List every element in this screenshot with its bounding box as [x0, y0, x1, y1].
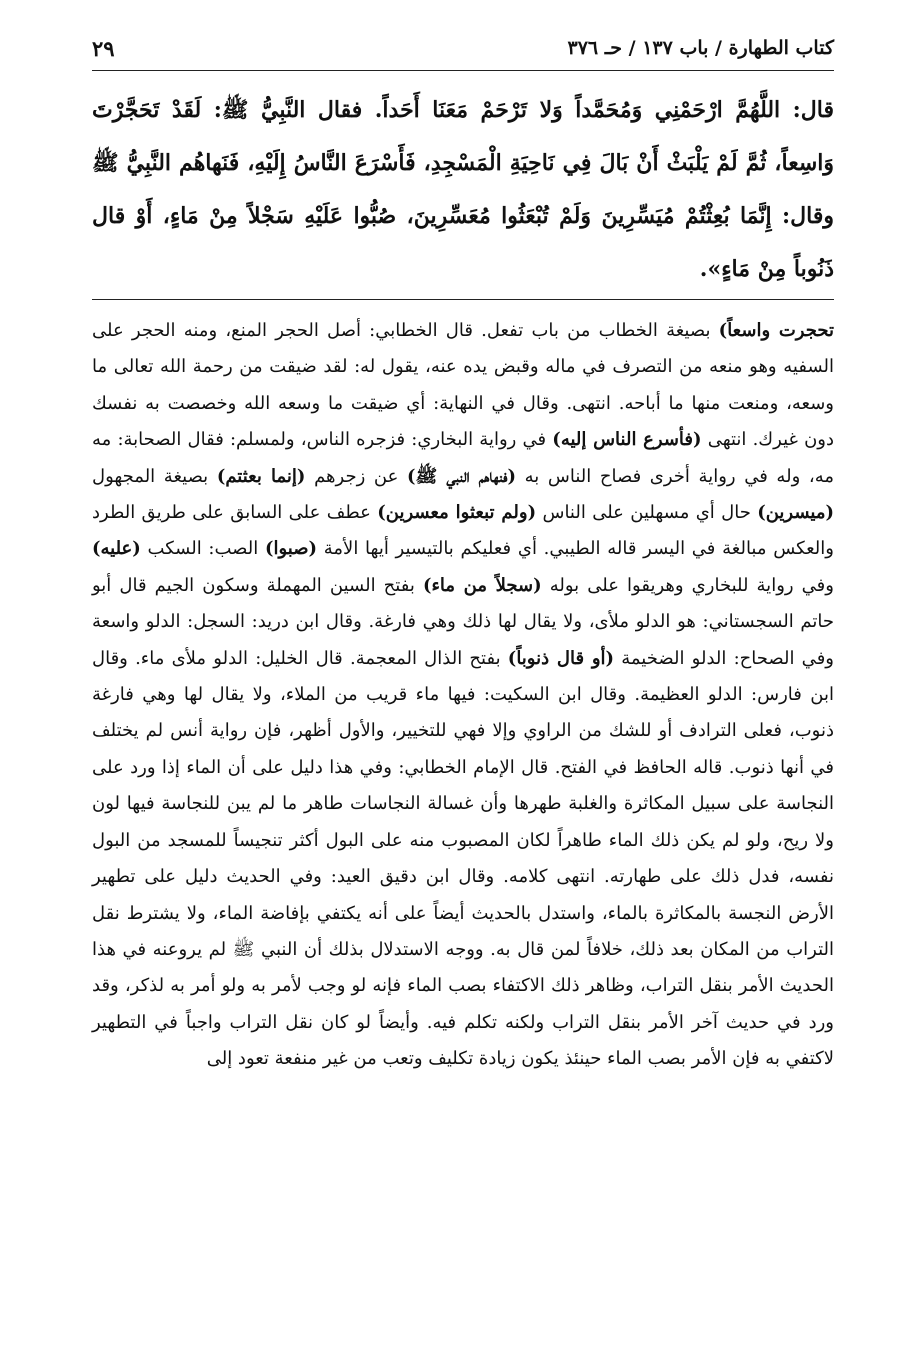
- hadith-paragraph: قال: اللَّهُمَّ ارْحَمْنِي وَمُحَمَّداً وَلا تَرْحَمْ مَعَنَا أَحَداً. فقال النَّبِيُّ ﷺ: لَقَدْ تَحَجَّرْتَ وَاسِعاً، ثُمَّ لَمْ يَلْبَثْ أَنْ بَالَ فِي نَاحِيَةِ الْمَسْجِدِ، فَأَسْرَعَ النَّاسُ إِلَيْهِ، فَنَهاهُم النَّبِيُّ ﷺ وقال: إِنَّمَا بُعِثْتُمْ مُيَسِّرِينَ وَلَمْ تُبْعَثُوا مُعَسِّرِينَ، صُبُّوا عَلَيْهِ سَجْلاً مِنْ مَاءٍ، أَوْ قال ذَنُوباً مِنْ مَاءٍ».: [92, 97, 834, 282]
- commentary-keyword: (أو قال ذنوباً): [507, 647, 615, 669]
- commentary-text: حال أي مسهلين على الناس: [536, 502, 758, 524]
- commentary-keyword: (إنما بعثتم): [216, 465, 306, 487]
- commentary-text: بصيغة المجهول: [92, 465, 217, 487]
- running-title: كتاب الطهارة / باب ١٣٧ / حـ ٣٧٦: [567, 37, 834, 59]
- commentary-keyword: (صبوا): [264, 538, 318, 560]
- commentary-keyword: (ولم تبعثوا معسرين): [377, 502, 537, 524]
- footnote-separator: [92, 299, 834, 300]
- commentary-text: بصيغة الخطاب من باب تفعل. قال الخطابي: أصل الحجر المنع، ومنه الحجر على السفيه وهو منعه من التصرف في ماله وقبض يده عنه، يقول له: لقد ضيقت من رحمة الله تعالى ما وسعه، ومنعت منها ما أباحه. انتهى. وقال في النهاية: أي ضيقت ما وسعه الله وخصصت به نفسك دون غيرك. انتهى: [92, 320, 835, 451]
- commentary-keyword: تحجرت واسعاً): [718, 320, 834, 341]
- hadith-text-block: [92, 84, 834, 296]
- running-header: [92, 30, 834, 66]
- header-rule: [92, 70, 834, 71]
- commentary-paragraph: [92, 313, 834, 1078]
- commentary-text: بفتح الذال المعجمة. قال الخليل: الدلو ملأى ماء. وقال ابن فارس: الدلو العظيمة. وقال ابن السكيت: فيها ماء قريب من الملاء، ولا يقال لها وهي فارغة ذنوب، فعلى الترادف أو للشك من الراوي وإلا فهي للتخيير، والأول أظهر، فإن رواية أنس لم يختلف في أنها ذنوب. قاله الحافظ في الفتح. قال الإمام الخطابي: وفي هذا دليل على أن الماء إذا ورد على النجاسة على سبيل المكاثرة والغلبة طهرها وأن غسالة النجاسات طاهر ما لم يبن للنجاسة فيها لون ولا ريح، ولو لم يكن ذلك الماء طاهراً لكان المصبوب منه على البول أكثر تنجيساً للمسجد من البول نفسه، فدل ذلك على طهارته. انتهى كلامه. وقال ابن دقيق العيد: وفي الحديث دليل على تطهير الأرض النجسة بالمكاثرة بالماء، واستدل بالحديث أيضاً على أنه يكتفي بإفاضة الماء، ولا يشترط نقل التراب من المكان بعد ذلك، خلافاً لمن قال به. ووجه الاستدلال بذلك أن النبي ﷺ لم يروعنه في هذا الحديث الأمر بنقل التراب، وظاهر ذلك الاكتفاء بصب الماء فإنه لو وجب لأمر به ولو أمر به لذكر، وقد ورد في حديث آخر الأمر بنقل التراب ولكنه تكلم فيه. وأيضاً لو كان نقل التراب واجباً في التطهير لاكتفي به فإن الأمر بصب الماء حينئذ يكون زيادة تكليف وتعب من غير منفعة تعود إلى: [92, 647, 834, 1070]
- commentary-text: بفتح السين المهملة وسكون الجيم قال أبو حاتم السجستاني: هو الدلو ملأى، ولا يقال لها ذلك وهي فارغة. وقال ابن دريد: السجل: الدلو واسعة وفي الصحاح: الدلو الضخيمة: [92, 574, 834, 669]
- commentary-keyword: (فنهاهم النبي ﷺ): [406, 465, 516, 487]
- commentary-text: عطف على السابق على طريق الطرد والعكس مبالغة في اليسر قاله الطيبي. أي فعليكم بالتيسير أيها الأمة: [92, 502, 834, 560]
- commentary-keyword: (سجلاً من ماء): [422, 574, 542, 596]
- commentary-block: [92, 313, 834, 1078]
- page-number: ٢٩: [92, 35, 115, 61]
- commentary-keyword: (فأسرع الناس إليه): [552, 429, 702, 451]
- commentary-keyword: (ميسرين): [757, 502, 835, 524]
- commentary-text: في رواية البخاري: فزجره الناس، ولمسلم: فقال الصحابة: مه مه، وله في رواية أخرى فصاح الناس به: [92, 429, 834, 487]
- commentary-text: الصب: السكب: [140, 538, 265, 560]
- commentary-text: وفي رواية للبخاري وهريقوا على بوله: [541, 574, 834, 596]
- commentary-text: عن زجرهم: [305, 465, 407, 487]
- commentary-keyword: (عليه): [92, 538, 141, 560]
